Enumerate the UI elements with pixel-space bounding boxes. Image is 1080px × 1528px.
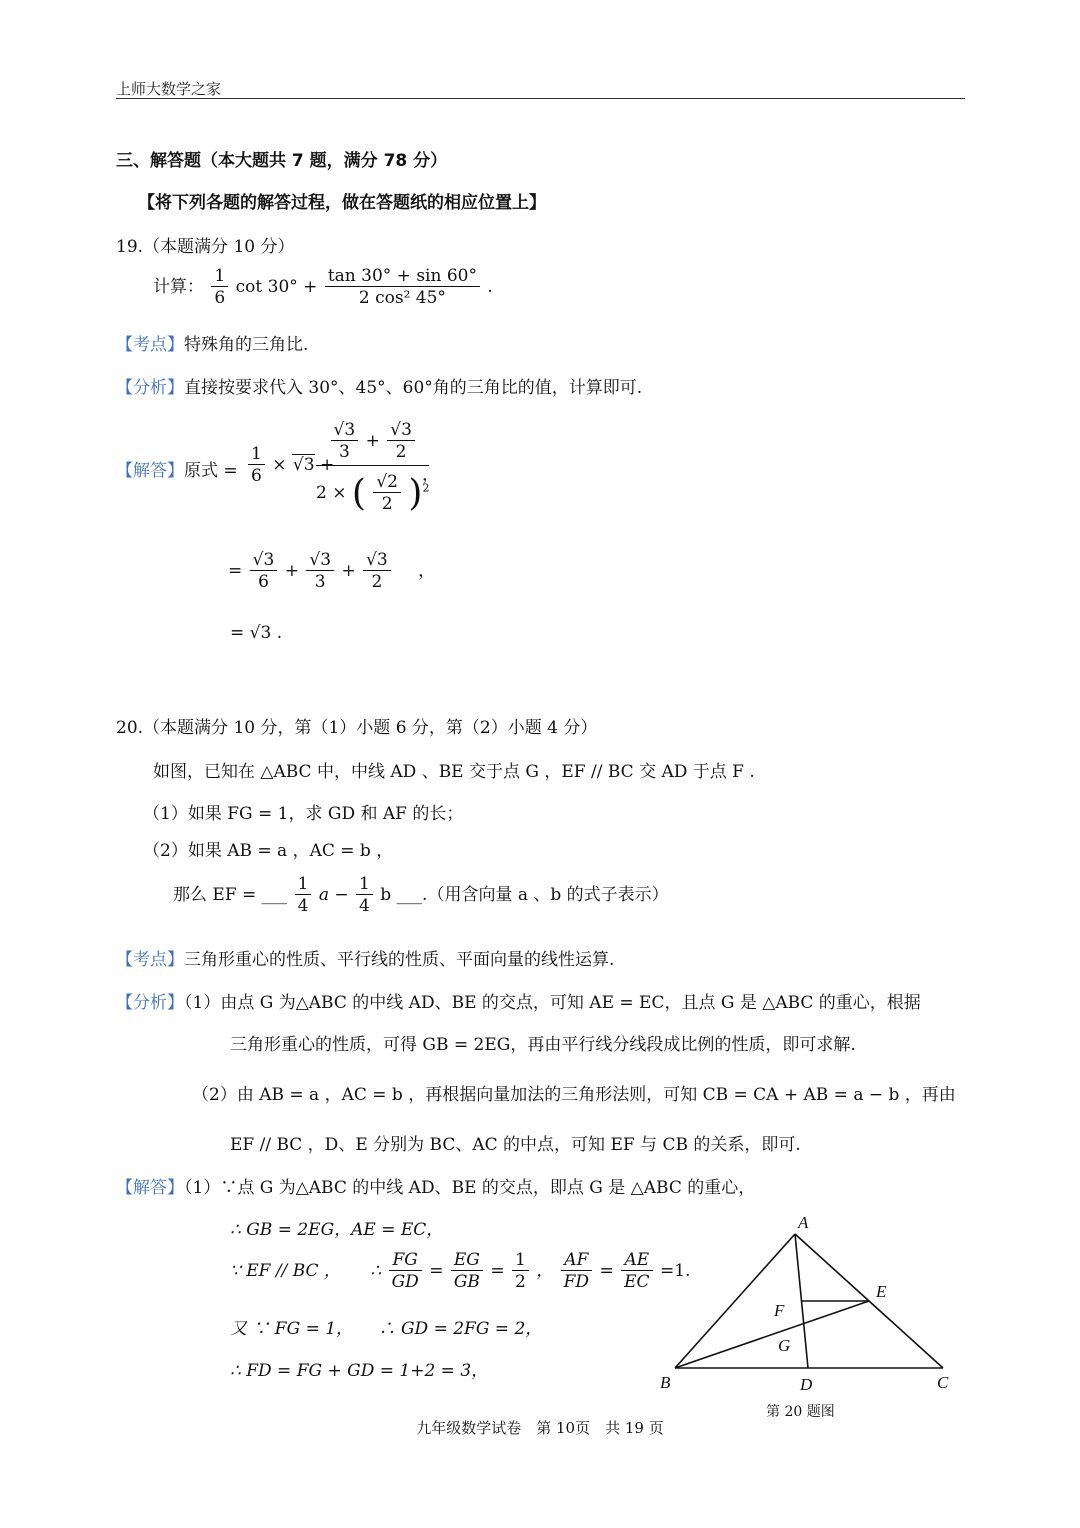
q19-sol2-expr: = $\frac{√3}{6}$ + $\frac{√3}{3}$ + $\frac{√3}{2}$ ， — [228, 550, 436, 592]
s3a: ∵ EF // BC ， — [230, 1261, 341, 1281]
q19-complex-fraction: $\frac{√3}{3}$ + $\frac{√3}{2}$ 2 × ( $\frac{√2}{2}$ )$^2$ — [316, 420, 430, 514]
q19-expression — [153, 266, 493, 309]
p3-tail: b ___.（用含向量 a 、b 的式子表示） — [380, 885, 669, 905]
point-text: 三角形重心的性质、平行线的性质、平面向量的线性运算. — [184, 950, 615, 970]
expr-mid: cot 30° + — [235, 277, 318, 297]
expr-end: . — [487, 277, 493, 297]
analysis-tag: 【分析】 — [116, 993, 184, 1013]
q19-point — [116, 330, 308, 355]
q19-sol3: = √3 . — [230, 623, 283, 643]
q20-analysis-1 — [116, 988, 921, 1013]
q20-solution-3: ∵ EF // BC ， ∴ $\frac{FG}{GD}$ = $\frac{EG}{GB}$ = $\frac{1}{2}$ ， $\frac{AF}{FD}$ = $\frac{AE}{EC}$ =1. — [230, 1250, 691, 1292]
q20-part2: （2）如果 AB = a ，AC = b ， — [143, 841, 394, 861]
analysis-text: （1）由点 G 为△ABC 的中线 AD、BE 的交点，可知 AE = EC，且点 G 是 △ABC 的重心，根据 — [184, 993, 921, 1013]
fraction: $\frac{√2}{2}$ — [373, 472, 401, 515]
label-A: A — [798, 1213, 809, 1232]
s3d: =1. — [659, 1261, 691, 1281]
q19-solution-1 — [116, 456, 238, 481]
fraction: $\frac{EG}{GB}$ — [451, 1250, 483, 1293]
fraction: $\frac{√3}{2}$ — [363, 550, 391, 593]
fraction: $\frac{√3}{3}$ — [331, 420, 359, 463]
header-title: 上师大数学之家 — [116, 80, 222, 98]
sol-lead: 原式 = — [184, 461, 238, 481]
q20-part1: （1）如果 FG = 1，求 GD 和 AF 的长； — [143, 804, 464, 824]
q20-solution-4: 又 ∵ FG = 1， ∴ GD = 2FG = 2， — [230, 1319, 543, 1339]
q20-solution-1 — [116, 1173, 755, 1198]
q20-head: 20.（本题满分 10 分，第（1）小题 6 分，第（2）小题 4 分） — [116, 718, 598, 738]
fraction: $\frac{√3}{3}$ — [306, 550, 334, 593]
fraction: $\frac{\tan 30^\circ + \sin 60^\circ}{\text{2 cos² 45°}}$ — [325, 266, 480, 309]
label-G: G — [778, 1336, 791, 1355]
label-E: E — [876, 1282, 887, 1301]
header-rule — [116, 98, 965, 99]
analysis-text: 直接按要求代入 30°、45°、60°角的三角比的值，计算即可. — [184, 378, 643, 398]
point-text: 特殊角的三角比. — [184, 335, 309, 355]
sol-text: （1）∵点 G 为△ABC 的中线 AD、BE 的交点，即点 G 是 △ABC 的重心， — [184, 1178, 756, 1198]
label-D: D — [800, 1375, 813, 1394]
fraction: $\frac{FG}{GD}$ — [389, 1250, 422, 1293]
triangle-figure — [650, 1206, 970, 1426]
fraction: $\frac{1}{2}$ — [512, 1250, 529, 1293]
q20-analysis-2: （2）由 AB = a ，AC = b ，再根据向量加法的三角形法则，可知 CB = CA + AB = a − b ，再由 — [192, 1085, 956, 1105]
p3-mid: a − — [318, 885, 349, 905]
fraction: $\frac{1}{4}$ — [356, 874, 373, 917]
q20-analysis-2b: EF // BC ，D、E 分别为 BC、AC 的中点，可知 EF 与 CB 的关系，即可. — [230, 1135, 801, 1155]
q19-prompt: 计算： — [153, 277, 204, 297]
s3b: ∴ — [370, 1261, 382, 1281]
fraction: $\frac{1}{4}$ — [295, 874, 312, 917]
page-footer: 九年级数学试卷 第 10页 共 19 页 — [416, 1419, 664, 1437]
fraction: $\frac{√3}{6}$ — [250, 550, 278, 593]
fraction: $\frac{1}{6}$ — [248, 444, 265, 487]
q20-analysis-1b: 三角形重心的性质，可得 GB = 2EG，再由平行线分线段成比例的性质，即可求解. — [230, 1035, 856, 1055]
q20-part3 — [173, 874, 669, 917]
answer-tag: 【解答】 — [116, 461, 184, 481]
answer-tag: 【解答】 — [116, 1178, 184, 1198]
q20-solution-5: ∴ FD = FG + GD = 1+2 = 3， — [230, 1361, 489, 1381]
section-instruction: 【将下列各题的解答过程，做在答题纸的相应位置上】 — [138, 193, 546, 213]
label-F: F — [774, 1301, 785, 1320]
sqrt-3: √3 — [292, 455, 315, 475]
s3c: ， — [536, 1261, 554, 1281]
section-title: 三、解答题（本大题共 7 题，满分 78 分） — [116, 151, 448, 171]
point-tag: 【考点】 — [116, 335, 184, 355]
fraction: $\frac{AE}{EC}$ — [621, 1250, 652, 1293]
label-B: B — [660, 1373, 671, 1392]
q19-head: 19.（本题满分 10 分） — [116, 237, 295, 257]
fraction: $\frac{AF}{FD}$ — [561, 1250, 592, 1293]
p3-lead: 那么 EF = ___ — [173, 885, 288, 905]
label-C: C — [937, 1373, 949, 1392]
fraction: $\frac{1}{6}$ — [211, 266, 228, 309]
q20-stem: 如图，已知在 △ABC 中，中线 AD 、BE 交于点 G ，EF // BC 交 AD 于点 F . — [153, 762, 755, 782]
point-tag: 【考点】 — [116, 950, 184, 970]
analysis-tag: 【分析】 — [116, 378, 184, 398]
q20-point — [116, 945, 614, 970]
q20-solution-2: ∴ GB = 2EG，AE = EC， — [230, 1220, 444, 1240]
sol1-tail: ， — [422, 465, 439, 485]
fraction: $\frac{√3}{2}$ — [387, 420, 415, 463]
q19-sol1-expr: $\frac{1}{6}$ × √3 + — [246, 444, 334, 487]
figure-caption: 第 20 题图 — [766, 1404, 835, 1420]
q19-analysis — [116, 373, 642, 398]
